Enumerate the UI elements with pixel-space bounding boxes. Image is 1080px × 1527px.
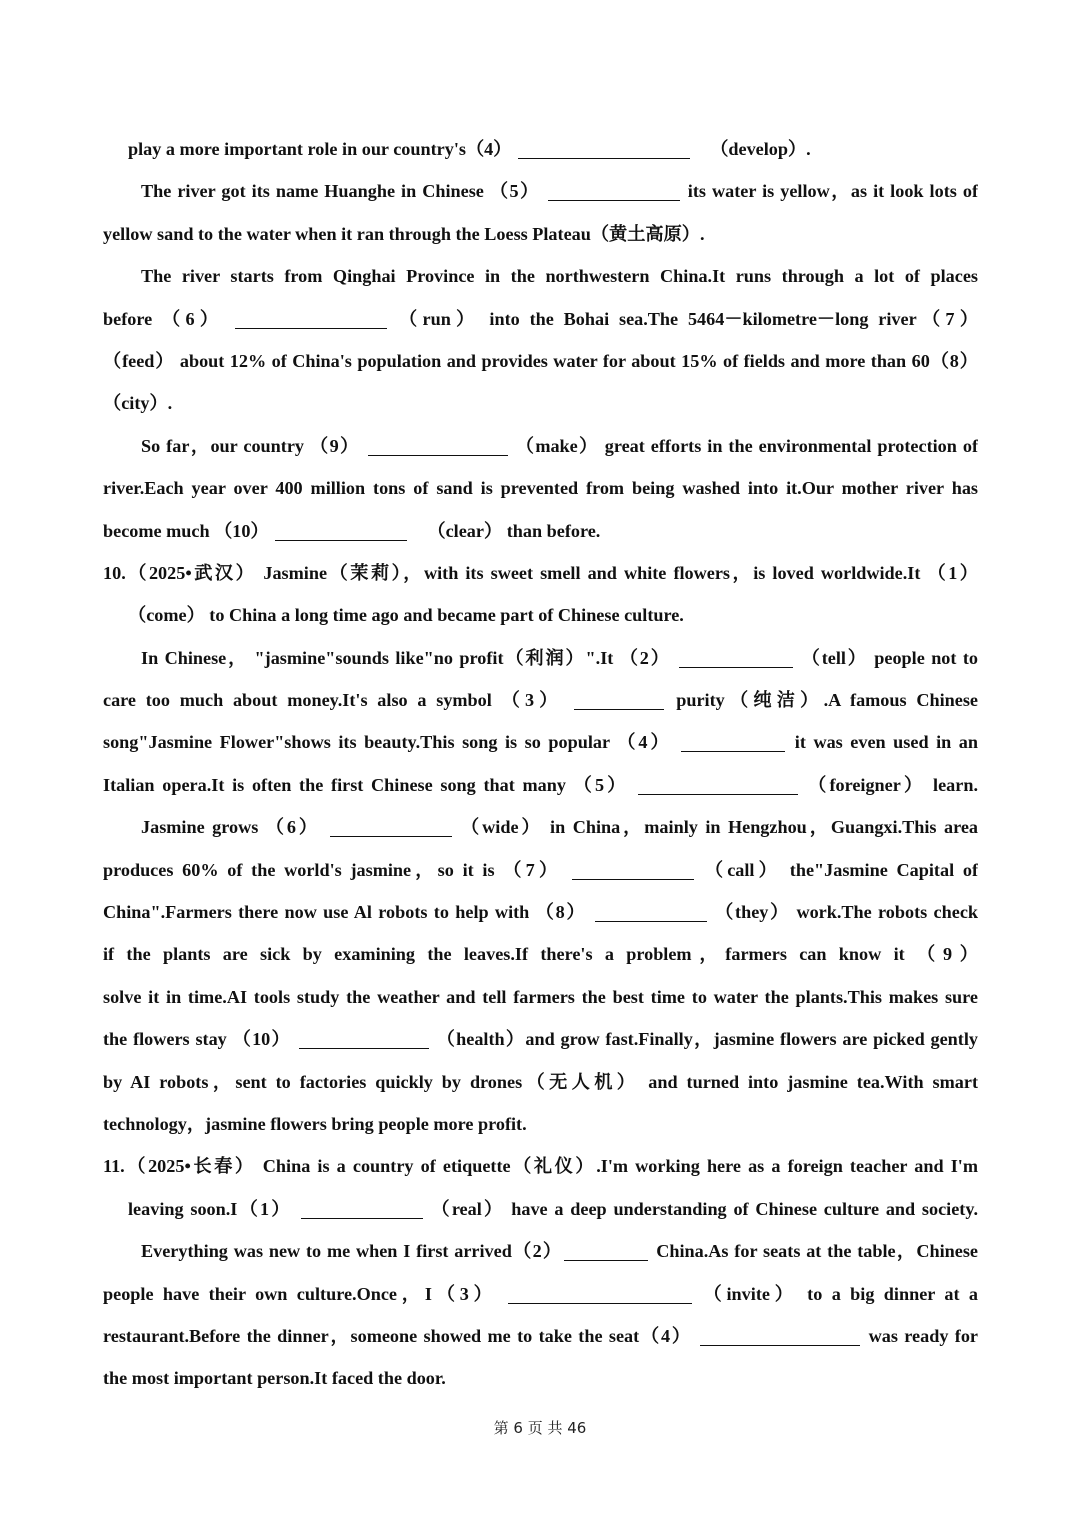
text-line: by AI robots，sent to factories quickly by drones（无人机） and turned into jasmine tea.With smart (103, 1071, 978, 1092)
answer-blank[interactable] (681, 733, 785, 752)
question-heading: 11.（2025•长春） China is a country of etiquette（礼仪）.I'm working here as a foreign teacher and I'm (103, 1156, 978, 1177)
answer-blank[interactable] (595, 903, 707, 922)
answer-blank[interactable] (299, 1030, 429, 1049)
text-line: produces 60% of the world's jasmine，so it is （7） （call） the"Jasmine Capital of (103, 859, 978, 880)
text-line: the most important person.It faced the door. (103, 1368, 446, 1389)
text-line: China".Farmers there now use Al robots to help with （8） （they） work.The robots check (103, 902, 978, 923)
text-line: The river starts from Qinghai Province in the northwestern China.It runs through a lot of places (141, 266, 978, 287)
text-line: if the plants are sick by examining the leaves.If there's a problem，farmers can know it （9） (103, 944, 978, 965)
text-line: Everything was new to me when I first arrived（2） China.As for seats at the table，Chinese (141, 1241, 978, 1262)
text-line: restaurant.Before the dinner，someone showed me to take the seat（4） was ready for (103, 1325, 978, 1346)
answer-blank[interactable] (235, 310, 387, 329)
answer-blank[interactable] (368, 437, 508, 456)
text-line: In Chinese， "jasmine"sounds like"no profit（利润）".It （2） （tell） people not to (141, 647, 978, 668)
text-line: become much （10） （clear） than before. (103, 520, 601, 541)
text-line: The river got its name Huanghe in Chinese （5） its water is yellow，as it look lots of (141, 181, 978, 202)
answer-blank[interactable] (548, 182, 680, 201)
text-line: So far，our country （9） （make） great efforts in the environmental protection of (141, 435, 978, 456)
page-footer: 第 6 页 共 46 (493, 1419, 587, 1437)
text-line: the flowers stay （10） （health）and grow fast.Finally，jasmine flowers are picked gently (103, 1029, 978, 1050)
text-line: Italian opera.It is often the first Chinese song that many （5） （foreigner） learn. (103, 774, 978, 795)
answer-blank[interactable] (330, 818, 452, 837)
answer-blank[interactable] (574, 691, 664, 710)
answer-blank[interactable] (700, 1327, 860, 1346)
answer-blank[interactable] (572, 861, 694, 880)
text-line: （city）. (103, 393, 173, 414)
answer-blank[interactable] (508, 1285, 692, 1304)
text-line: people have their own culture.Once，I（3） （invite） to a big dinner at a (103, 1283, 978, 1304)
text-line: technology，jasmine flowers bring people more profit. (103, 1113, 527, 1134)
document-body (103, 128, 978, 1400)
answer-blank[interactable] (518, 140, 690, 159)
text-line: （come） to China a long time ago and became part of Chinese culture. (128, 605, 684, 626)
text-line: river.Each year over 400 million tons of sand is prevented from being washed into it.Our mother river has (103, 478, 978, 499)
text-line: （feed） about 12% of China's population and provides water for about 15% of fields and more than 60（8） (103, 350, 978, 371)
text-line: solve it in time.AI tools study the weather and tell farmers the best time to water the plants.This makes sure (103, 986, 978, 1007)
answer-blank[interactable] (679, 649, 793, 668)
text-line: before （6） （run） into the Bohai sea.The 5464－kilometre－long river（7） (103, 308, 978, 329)
answer-blank[interactable] (564, 1242, 648, 1261)
text-line: Jasmine grows （6） （wide） in China，mainly in Hengzhou，Guangxi.This area (141, 817, 978, 838)
text-line: care too much about money.It's also a symbol （3） purity（纯洁）.A famous Chinese (103, 690, 978, 711)
answer-blank[interactable] (638, 776, 798, 795)
question-heading: 10.（2025•武汉） Jasmine（茉莉），with its sweet smell and white flowers，is loved worldwide.It （1） (103, 562, 978, 583)
text-line: song"Jasmine Flower"shows its beauty.This song is so popular （4） it was even used in an (103, 732, 978, 753)
text-line: leaving soon.I（1） （real） have a deep understanding of Chinese culture and society. (128, 1198, 978, 1219)
text-line: yellow sand to the water when it ran through the Loess Plateau（黄土高原）. (103, 223, 705, 244)
text-line: play a more important role in our country's（4） （develop）. (128, 139, 811, 159)
answer-blank[interactable] (275, 522, 407, 541)
answer-blank[interactable] (301, 1200, 423, 1219)
